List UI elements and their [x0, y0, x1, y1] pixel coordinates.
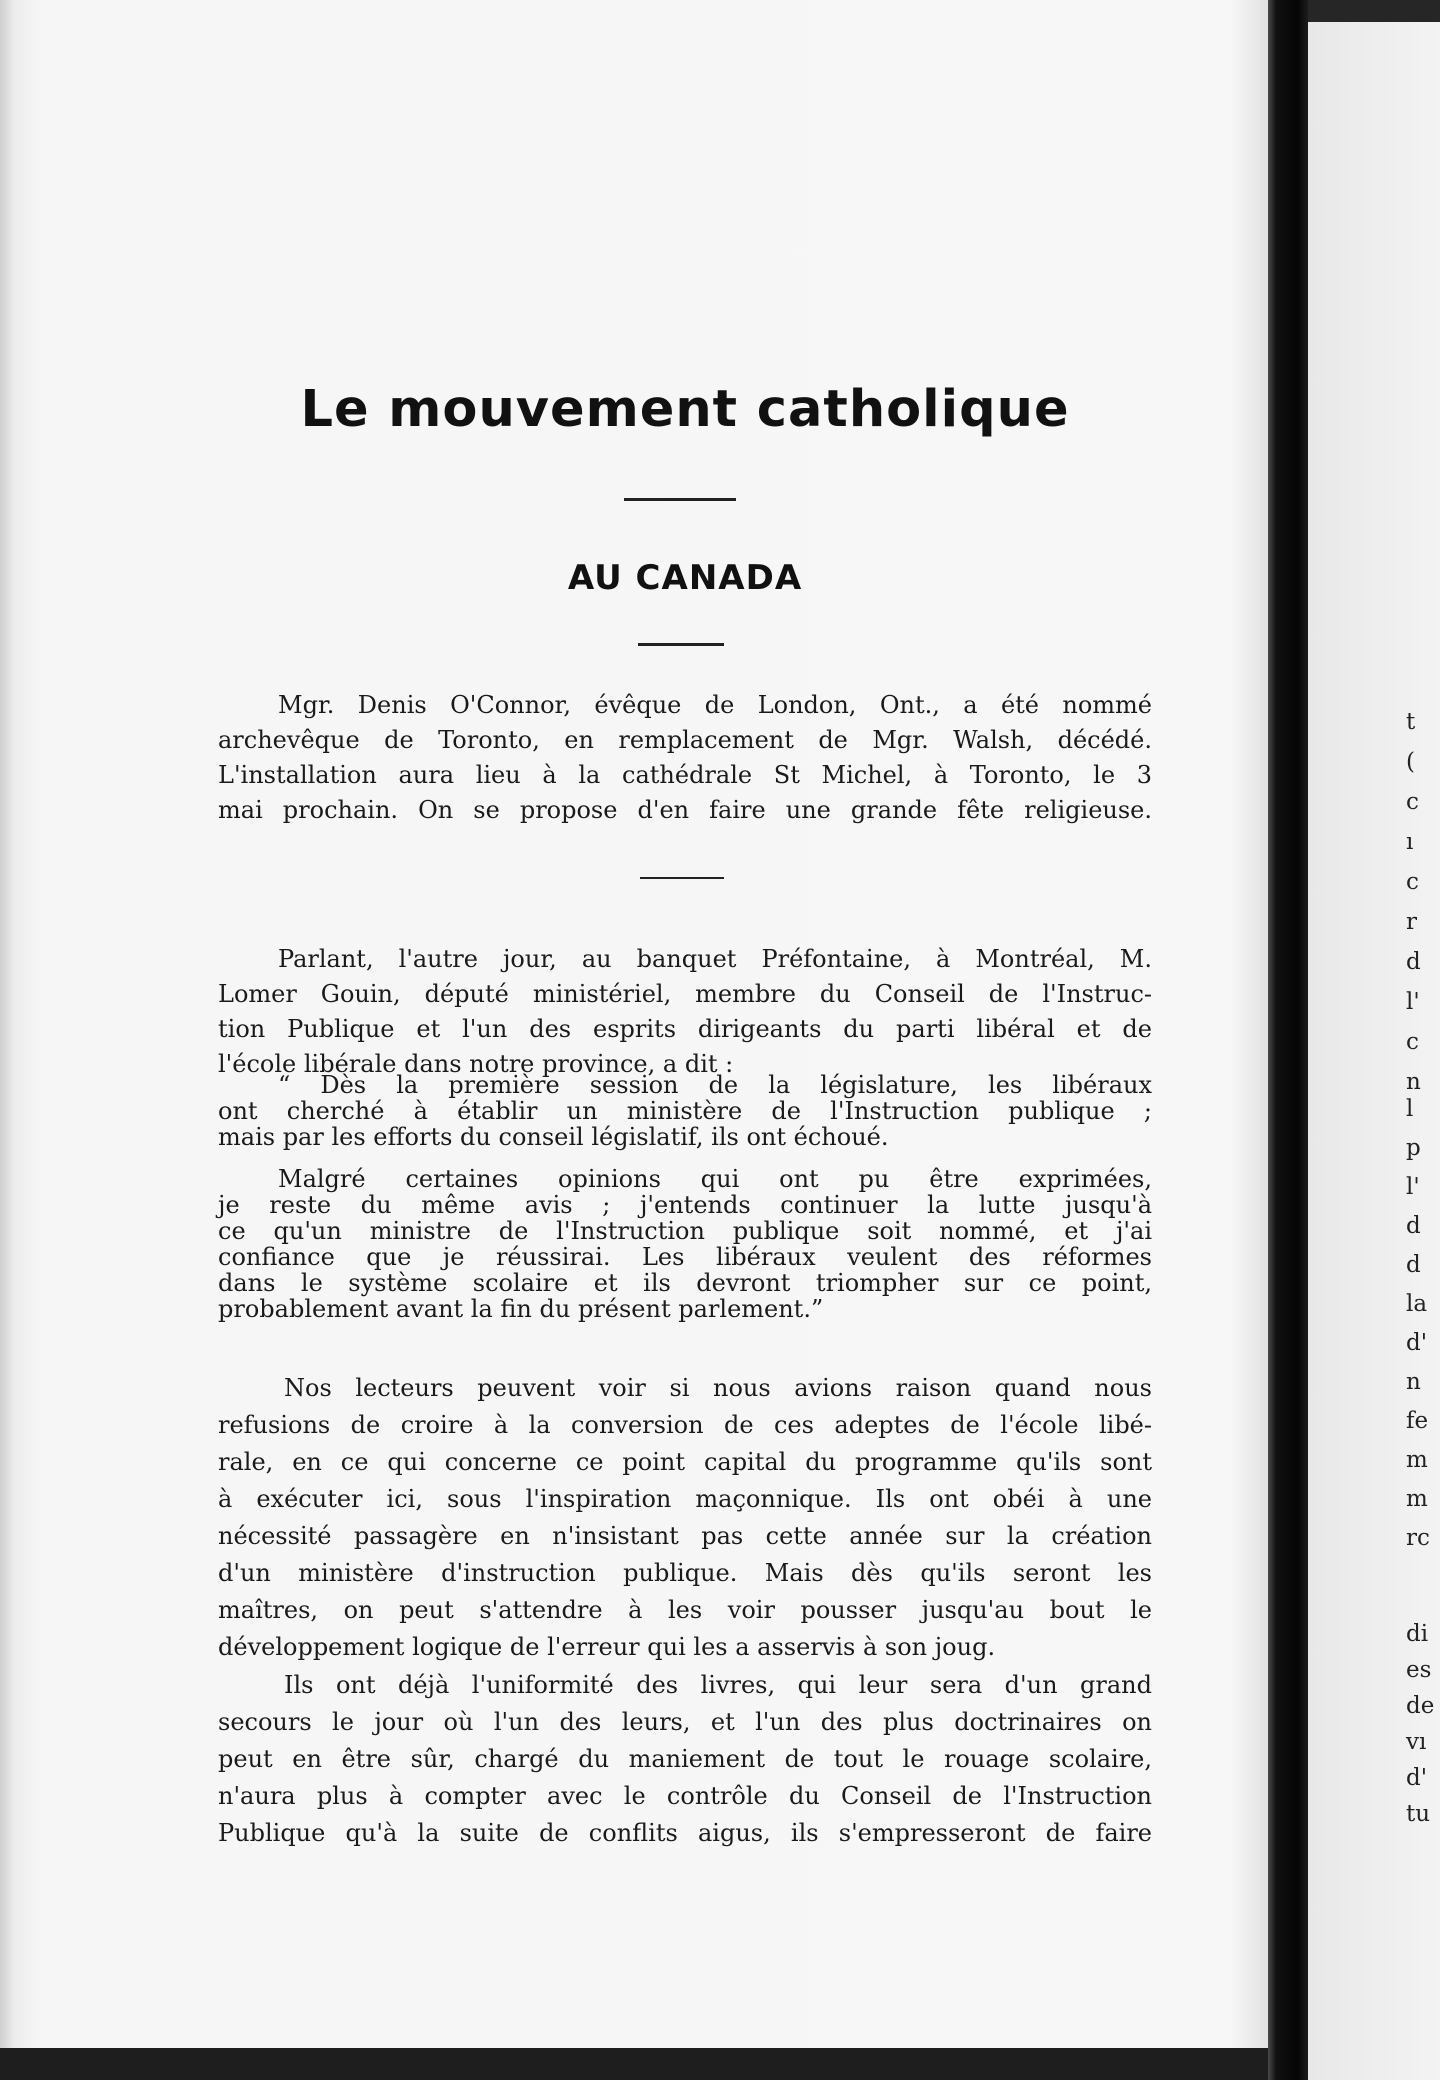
fragment: di [1406, 1621, 1429, 1647]
text-line: L'installation aura lieu à la cathédrale St Michel, à Toronto, le 3 [218, 761, 1152, 789]
fragment: m [1406, 1486, 1428, 1512]
quotation-part-2 [218, 1166, 1152, 1322]
news-paragraph-gouin [218, 942, 1152, 1082]
fragment: d' [1406, 1765, 1428, 1791]
text-line: “ Dès la première session de la législature, les libéraux [278, 1071, 1152, 1099]
fragment: c [1406, 789, 1419, 815]
text-line: archevêque de Toronto, en remplacement de Mgr. Walsh, décédé. [218, 726, 1152, 754]
fragment: d [1406, 1213, 1421, 1239]
text-line: rale, en ce qui concerne ce point capital du programme qu'ils sont [218, 1448, 1152, 1476]
text-line: probablement avant la fin du présent parlement.” [218, 1295, 824, 1323]
fragment: vı [1406, 1729, 1427, 1755]
text-line: nécessité passagère en n'insistant pas cette année sur la création [218, 1522, 1152, 1550]
text-line: confiance que je réussirai. Les libéraux veulent des réformes [218, 1243, 1152, 1271]
text-line: à exécuter ici, sous l'inspiration maçonnique. Ils ont obéi à une [218, 1485, 1152, 1513]
text-line: mai prochain. On se propose d'en faire une grande fête religieuse. [218, 796, 1152, 824]
fragment: c [1406, 869, 1419, 895]
fragment: n [1406, 1369, 1421, 1395]
fragment: ı [1406, 829, 1414, 855]
commentary-paragraph-2 [218, 1667, 1152, 1852]
text-line: Ils ont déjà l'uniformité des livres, qui leur sera d'un grand [284, 1671, 1152, 1699]
fragment: d [1406, 949, 1421, 975]
text-line: ont cherché à établir un ministère de l'Instruction publique ; [218, 1097, 1152, 1125]
text-line: refusions de croire à la conversion de ces adeptes de l'école libé- [218, 1411, 1152, 1439]
text-line: développement logique de l'erreur qui les a asservis à son joug. [218, 1633, 996, 1661]
fragment: l' [1406, 989, 1420, 1015]
text-line: secours le jour où l'un des leurs, et l'un des plus doctrinaires on [218, 1708, 1152, 1736]
fragment: la [1406, 1291, 1428, 1317]
facing-page-fragments-b [1406, 1090, 1430, 1558]
fragment: tu [1406, 1801, 1431, 1827]
text-line: maîtres, on peut s'attendre à les voir pousser jusqu'au bout le [218, 1596, 1152, 1624]
fragment: l' [1406, 1174, 1420, 1200]
text-line: Malgré certaines opinions qui ont pu être exprimées, [278, 1165, 1152, 1193]
section-heading: AU CANADA [567, 558, 803, 598]
fragment: c [1406, 1029, 1419, 1055]
text-line: dans le système scolaire et ils devront triompher sur ce point, [218, 1269, 1152, 1297]
fragment: n [1406, 1069, 1421, 1095]
fragment: es [1406, 1657, 1432, 1683]
text-line: Mgr. Denis O'Connor, évêque de London, Ont., a été nommé [278, 691, 1152, 719]
scan-bottom-edge [0, 2048, 1268, 2080]
fragment: ( [1406, 749, 1415, 775]
text-line: mais par les efforts du conseil législatif, ils ont échoué. [218, 1123, 889, 1151]
facing-page-fragments-a [1406, 702, 1421, 1102]
text-line: tion Publique et l'un des esprits dirigeants du parti libéral et de [218, 1015, 1152, 1043]
title-divider [624, 498, 736, 501]
page-title: Le mouvement catholique [300, 380, 1070, 439]
fragment: rc [1406, 1525, 1430, 1551]
text-line: ce qu'un ministre de l'Instruction publique soit nommé, et j'ai [218, 1217, 1152, 1245]
text-line: Lomer Gouin, député ministériel, membre du Conseil de l'Instruc- [218, 980, 1152, 1008]
fragment: fe [1406, 1408, 1429, 1434]
text-line: peut en être sûr, chargé du maniement de tout le rouage scolaire, [218, 1745, 1152, 1773]
text-line: l'école libérale dans notre province, a dit : [218, 1050, 734, 1078]
fragment: p [1406, 1135, 1421, 1161]
text-line: d'un ministère d'instruction publique. Mais dès qu'ils seront les [218, 1559, 1152, 1587]
news-paragraph-oconnor [218, 688, 1152, 828]
text-line: Nos lecteurs peuvent voir si nous avions raison quand nous [284, 1374, 1152, 1402]
section-divider [638, 643, 724, 646]
fragment: r [1406, 909, 1417, 935]
text-line: n'aura plus à compter avec le contrôle du Conseil de l'Instruction [218, 1782, 1152, 1810]
fragment: de [1406, 1693, 1435, 1719]
fragment: d' [1406, 1330, 1428, 1356]
fragment: d [1406, 1252, 1421, 1278]
fragment: t [1406, 709, 1416, 735]
quotation-part-1 [218, 1072, 1152, 1150]
fragment: l [1406, 1096, 1414, 1122]
book-gutter [1268, 0, 1308, 2080]
fragment: m [1406, 1447, 1428, 1473]
commentary-paragraph-1 [218, 1370, 1152, 1666]
paragraph-divider [640, 877, 724, 879]
facing-page-fragments-c [1406, 1616, 1434, 1832]
text-line: Publique qu'à la suite de conflits aigus, ils s'empresseront de faire [218, 1819, 1152, 1847]
text-line: je reste du même avis ; j'entends continuer la lutte jusqu'à [218, 1191, 1152, 1219]
text-line: Parlant, l'autre jour, au banquet Préfontaine, à Montréal, M. [278, 945, 1152, 973]
